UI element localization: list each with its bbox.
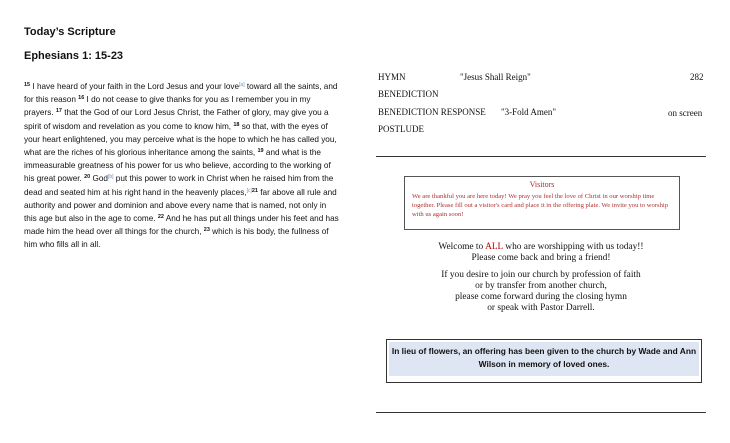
hymn-number: 282 xyxy=(690,72,704,82)
divider-line xyxy=(376,412,706,413)
scripture-reference: Ephesians 1: 15-23 xyxy=(24,50,124,62)
join-line2: or by transfer from another church, xyxy=(475,281,607,291)
welcome-line2: Please come back and bring a friend! xyxy=(471,253,611,263)
benediction-response-note: on screen xyxy=(668,108,703,118)
verse-number: 20 xyxy=(84,174,91,181)
scripture-text xyxy=(24,80,340,252)
verse-number: 15 xyxy=(24,82,31,88)
verse-text: far above all rule and authority and power and dominion and above every name that is named, not only in this age but also in the age to come. xyxy=(24,187,337,224)
visitors-heading: Visitors xyxy=(529,180,555,189)
welcome-post: who are worshipping with us today!! xyxy=(502,242,644,252)
visitors-box xyxy=(404,176,680,230)
verse-text: I have heard of your faith in the Lord Jesus and your love xyxy=(30,82,240,91)
verse-text: God xyxy=(90,174,108,184)
benediction-response-title: "3-Fold Amen" xyxy=(501,107,557,117)
flowers-text: In lieu of flowers, an offering has been given to the church by Wade and Ann Wilson in memory of loved ones. xyxy=(389,342,699,376)
verse-number: 17 xyxy=(55,108,62,115)
join-message xyxy=(376,270,706,314)
verse-text: toward all the saints, and for this reason xyxy=(24,82,338,105)
verse-text: and what is the immeasurable greatness of his power for us who believe, according to the working of his great power. xyxy=(24,148,331,184)
hymn-title: "Jesus Shall Reign" xyxy=(460,72,531,82)
welcome-message xyxy=(376,242,706,264)
join-line3: please come forward during the closing hymn xyxy=(455,292,627,302)
benediction-response-label: BENEDICTION RESPONSE xyxy=(378,107,486,117)
verse-text: put this power to work in Christ when he raised him from the dead and seated him at his right hand in the heavenly places, xyxy=(24,174,334,197)
section-title: Today’s Scripture xyxy=(24,26,116,38)
visitors-body: We are thankful you are here today! We pray you feel the love of Christ in our worship time together. Please fill out a visitor's card and place it in the offering plate. We invite you to worship with us again soon! xyxy=(412,193,669,218)
verse-text: I do not cease to give thanks for you as I remember you in my prayers. xyxy=(24,95,311,118)
verse-number: 22 xyxy=(157,214,164,221)
verse-text: so that, with the eyes of your heart enlightened, you may perceive what is the hope to which he has called you, what are the riches of his glorious inheritance among the saints, xyxy=(24,121,337,158)
footnote-marker: [a] xyxy=(239,82,245,88)
divider-line xyxy=(376,156,706,157)
scripture-section xyxy=(24,26,340,252)
footnote-marker: [c] xyxy=(246,187,252,194)
welcome-pre: Welcome to xyxy=(438,242,486,252)
verse-text: that the God of our Lord Jesus Christ, the Father of glory, may give you a spirit of wisdom and revelation as you come to know him, xyxy=(24,108,329,131)
footnote-marker: [b] xyxy=(107,174,114,181)
verse-text: which is his body, the fullness of him who fills all in all. xyxy=(24,227,329,250)
flowers-box xyxy=(386,339,702,383)
verse-number: 18 xyxy=(233,121,240,128)
join-line4: or speak with Pastor Darrell. xyxy=(487,303,595,313)
verse-number: 19 xyxy=(257,148,264,155)
verse-number: 21 xyxy=(251,187,258,194)
verse-number: 16 xyxy=(78,95,85,102)
join-line1: If you desire to join our church by profession of faith xyxy=(441,270,641,280)
verse-number: 23 xyxy=(203,227,210,234)
hymn-label: HYMN xyxy=(378,72,406,82)
welcome-all: ALL xyxy=(485,242,503,252)
postlude-label: POSTLUDE xyxy=(378,124,425,134)
verse-text: And he has put all things under his feet and has made him the head over all things for the church, xyxy=(24,214,339,237)
benediction-label: BENEDICTION xyxy=(378,89,439,99)
